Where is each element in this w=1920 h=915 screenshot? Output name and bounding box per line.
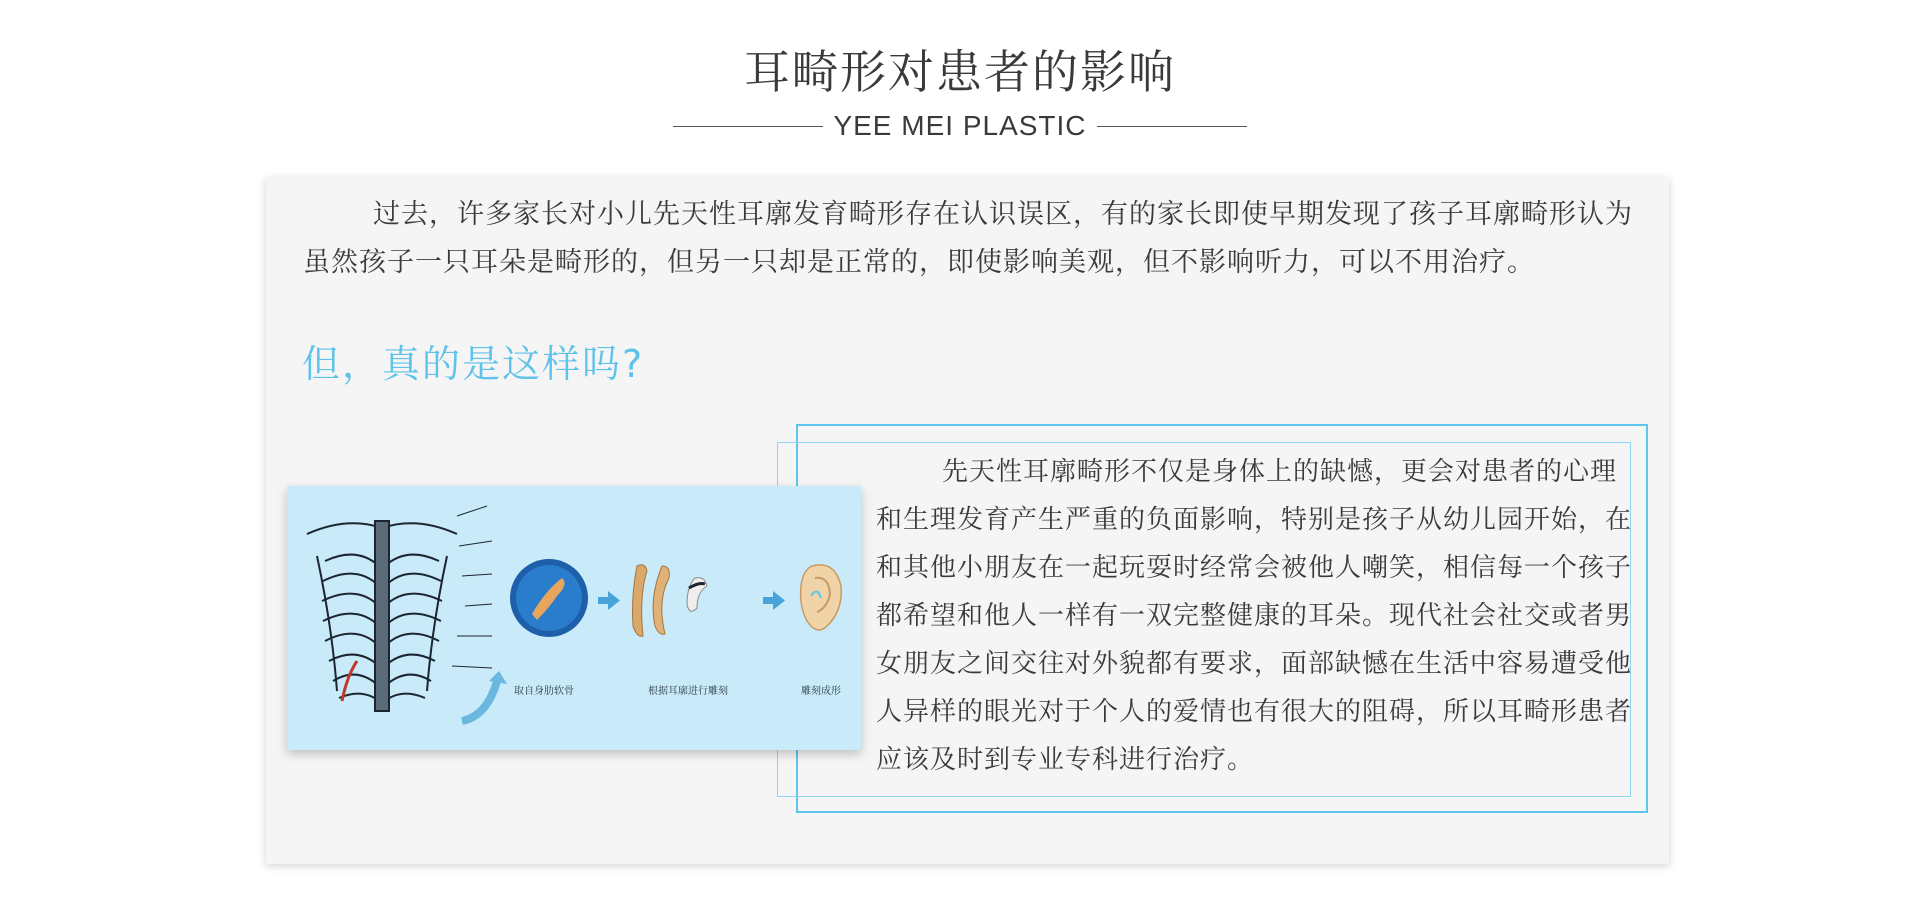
subtitle-right-line bbox=[1097, 126, 1247, 127]
arrow-right-icon bbox=[763, 591, 785, 610]
question-heading: 但，真的是这样吗? bbox=[302, 342, 645, 386]
subtitle-row bbox=[0, 110, 1920, 142]
subtitle-left-line bbox=[673, 126, 823, 127]
step-label-3: 雕刻成形 bbox=[801, 686, 841, 697]
page-subtitle: YEE MEI PLASTIC bbox=[833, 110, 1087, 141]
surgery-illustration bbox=[287, 486, 861, 750]
step-label-1: 取自身肋软骨 bbox=[514, 686, 574, 697]
cartilage-pieces-icon bbox=[633, 565, 708, 637]
illustration-graphic bbox=[287, 486, 861, 750]
page-title: 耳畸形对患者的影响 bbox=[744, 45, 1176, 99]
arrow-right-icon bbox=[598, 591, 620, 610]
ribcage-icon bbox=[307, 506, 492, 711]
step-label-2: 根据耳廓进行雕刻 bbox=[648, 686, 728, 697]
intro-paragraph: 过去，许多家长对小儿先天性耳廓发育畸形存在认识误区，有的家长即使早期发现了孩子耳廓畸形认为虽然孩子一只耳朵是畸形的，但另一只却是正常的，即使影响美观，但不影响听力，可以不用治疗。 bbox=[303, 199, 1633, 278]
cartilage-circle-icon bbox=[510, 559, 588, 637]
detail-paragraph: 先天性耳廓畸形不仅是身体上的缺憾，更会对患者的心理和生理发育产生严重的负面影响，特别是孩子从幼儿园开始，在和其他小朋友在一起玩耍时经常会被他人嘲笑，相信每一个孩子都希望和他人一样有一双完整健康的耳朵。现代社会社交或者男女朋友之间交往对外貌都有要求，面部缺憾在生活中容易遭受他人异样的眼光对于个人的爱情也有很大的阻碍，所以耳畸形患者应该及时到专业专科进行治疗。 bbox=[876, 457, 1633, 775]
content-card bbox=[266, 177, 1669, 864]
curved-arrow-icon bbox=[462, 681, 497, 721]
ear-icon bbox=[801, 565, 842, 630]
